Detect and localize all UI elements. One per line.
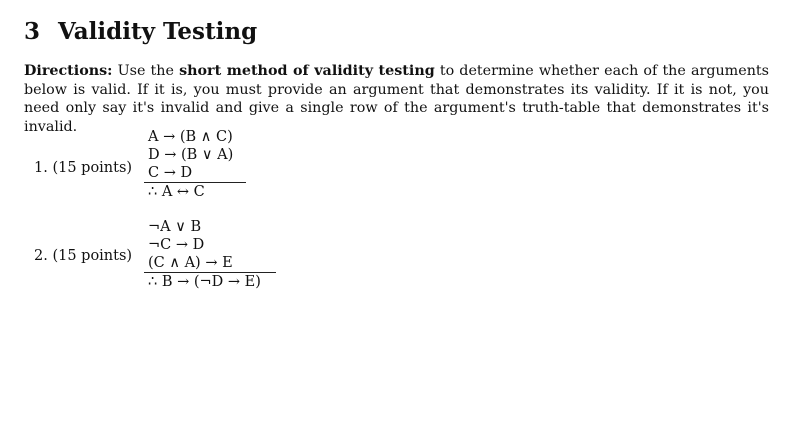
problem-1-premise-3: C → D (148, 165, 193, 181)
directions-emphasis: short method of validity testing (179, 63, 435, 79)
directions-text-2: to determine whether each of the arguments below is valid. If it is, you must provide an argument that demonstrates its validity. If it is not, you need only say it's invalid and give a single row of the argument's truth-table that demonstrates it's invalid. (24, 63, 769, 135)
directions-text-1: Use the (112, 63, 180, 79)
directions-paragraph (24, 62, 769, 136)
problem-2-premise-1: ¬A ∨ B (148, 219, 202, 235)
problem-2-conclusion: ∴ B → (¬D → E) (144, 272, 276, 291)
problem-1-label: 1. (15 points) (34, 160, 133, 176)
section-heading (24, 18, 257, 45)
problem-1-argument (144, 128, 246, 201)
problem-2-premise-2: ¬C → D (148, 237, 205, 253)
section-title: Validity Testing (58, 18, 258, 45)
problem-1-premise-2: D → (B ∨ A) (148, 147, 234, 163)
problem-1-conclusion: ∴ A ↔ C (144, 182, 246, 201)
problem-2-label: 2. (15 points) (34, 248, 133, 264)
directions-label: Directions: (24, 63, 113, 79)
section-number: 3 (24, 18, 41, 45)
problem-2-premise-3: (C ∧ A) → E (148, 255, 233, 271)
problem-1-premise-1: A → (B ∧ C) (148, 129, 233, 145)
problem-2-argument (144, 218, 276, 291)
